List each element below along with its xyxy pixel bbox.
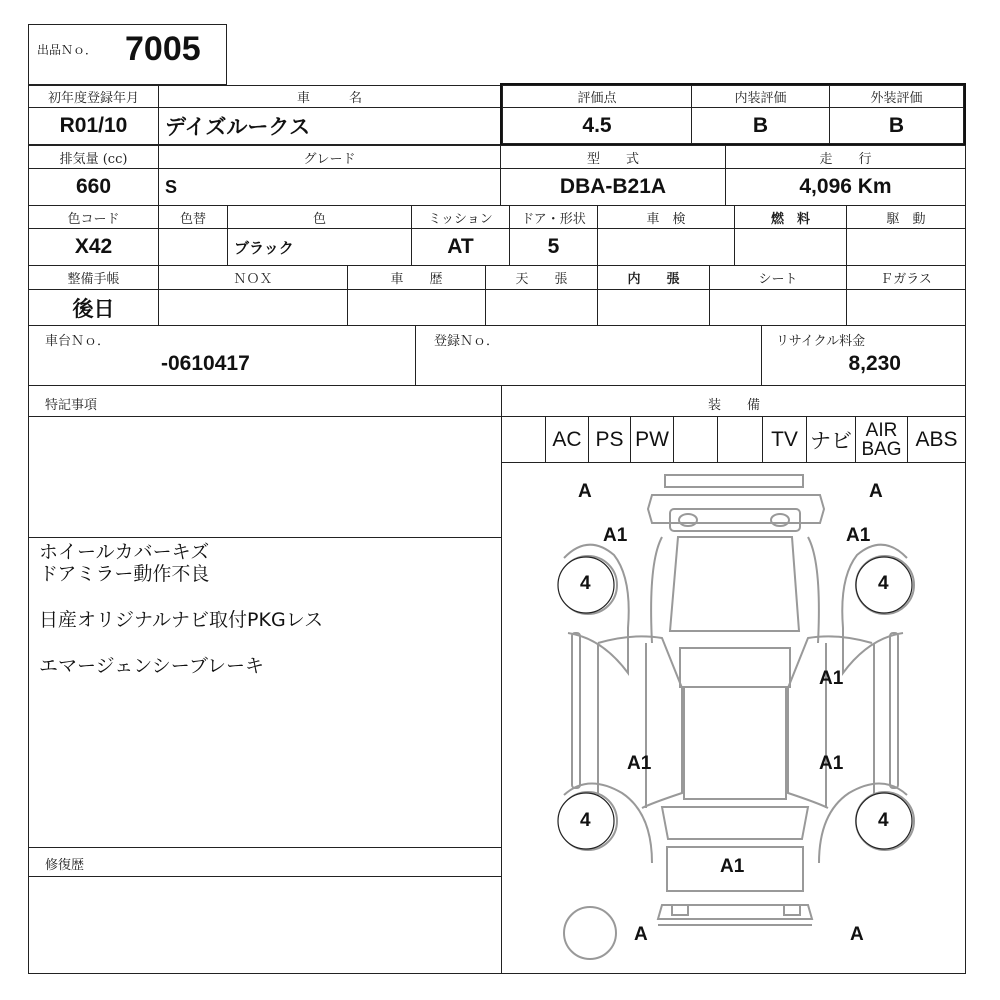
exterior-value: B bbox=[829, 107, 964, 144]
car-name-label: 車 名 bbox=[158, 85, 501, 108]
color-code-label: 色コード bbox=[28, 205, 159, 229]
equip-abs: ABS bbox=[907, 416, 966, 463]
repair-label: 修復歴 bbox=[45, 858, 85, 873]
remarks-body bbox=[28, 537, 502, 848]
mileage-label: 走 行 bbox=[725, 145, 966, 169]
nox-label: ＮＯＸ bbox=[158, 265, 348, 290]
equip-blank bbox=[673, 416, 718, 463]
mission-value: AT bbox=[411, 228, 510, 266]
glass-label: Ｆガラス bbox=[846, 265, 966, 290]
front-left-fender-mark: A1 bbox=[603, 525, 628, 546]
rear-left-tire-mark: 4 bbox=[580, 810, 591, 831]
color-code-value: X42 bbox=[28, 228, 159, 266]
remarks-label: 特記事項 bbox=[45, 398, 98, 413]
drive-label: 駆 動 bbox=[846, 205, 966, 229]
exterior-label: 外装評価 bbox=[829, 85, 964, 108]
manual-value: 後日 bbox=[28, 289, 159, 326]
fuel-value bbox=[734, 228, 847, 266]
displacement-label: 排気量 (cc) bbox=[28, 145, 159, 169]
front-right-corner-mark: A bbox=[869, 481, 883, 502]
roof-label: 天 張 bbox=[485, 265, 598, 290]
glass-value bbox=[846, 289, 966, 326]
right-front-door-mark: A1 bbox=[819, 668, 844, 689]
score-label: 評価点 bbox=[502, 85, 692, 108]
car-diagram bbox=[501, 462, 966, 974]
reg-date-label: 初年度登録年月 bbox=[28, 85, 159, 108]
inspection-label: 車 検 bbox=[597, 205, 735, 229]
chassis-value: -0610417 bbox=[161, 352, 250, 375]
recycle-cell bbox=[761, 325, 966, 386]
interior-value: B bbox=[691, 107, 830, 144]
equipment-label: 装 備 bbox=[708, 398, 761, 413]
remarks-header bbox=[28, 385, 502, 417]
rear-hatch-mark: A1 bbox=[720, 856, 745, 877]
front-right-tire-mark: 4 bbox=[878, 573, 889, 594]
interior-trim-value bbox=[597, 289, 710, 326]
equip-blank bbox=[501, 416, 546, 463]
inspection-value bbox=[597, 228, 735, 266]
chassis-cell bbox=[28, 325, 416, 386]
equip-ps: PS bbox=[588, 416, 631, 463]
right-rear-door-mark: A1 bbox=[819, 753, 844, 774]
equip-tv: TV bbox=[762, 416, 807, 463]
remarks-top-area bbox=[28, 416, 502, 538]
model-label: 型 式 bbox=[500, 145, 726, 169]
displacement-value: 660 bbox=[28, 168, 159, 206]
seat-label: シート bbox=[709, 265, 847, 290]
seat-value bbox=[709, 289, 847, 326]
rear-right-corner-mark: A bbox=[850, 924, 864, 945]
fuel-label: 燃 料 bbox=[734, 205, 847, 229]
repair-header bbox=[28, 847, 502, 877]
grade-label: グレード bbox=[158, 145, 501, 169]
mileage-value: 4,096 Km bbox=[725, 168, 966, 206]
car-name-value: デイズルークス bbox=[158, 107, 501, 145]
rear-right-tire-mark: 4 bbox=[878, 810, 889, 831]
reg-date-value: R01/10 bbox=[28, 107, 159, 145]
front-right-fender-mark: A1 bbox=[846, 525, 871, 546]
recycle-label: リサイクル料金 bbox=[776, 334, 866, 349]
lot-number: 7005 bbox=[125, 30, 201, 68]
score-value: 4.5 bbox=[502, 107, 692, 144]
left-rear-door-mark: A1 bbox=[627, 753, 652, 774]
equip-blank bbox=[717, 416, 763, 463]
chassis-label: 車台Ｎｏ． bbox=[45, 334, 111, 349]
color-value: ブラック bbox=[227, 228, 412, 266]
repair-body bbox=[28, 876, 502, 974]
equip-navi: ナビ bbox=[806, 416, 856, 463]
door-value: 5 bbox=[509, 228, 598, 266]
remark-line: ホイールカバーキズ bbox=[39, 541, 210, 563]
grade-value: S bbox=[158, 168, 501, 206]
interior-label: 内装評価 bbox=[691, 85, 830, 108]
rear-left-corner-mark: A bbox=[634, 924, 648, 945]
model-value: DBA-B21A bbox=[500, 168, 726, 206]
color-change-label: 色替 bbox=[158, 205, 228, 229]
registration-cell bbox=[415, 325, 762, 386]
front-left-corner-mark: A bbox=[578, 481, 592, 502]
mission-label: ミッション bbox=[411, 205, 510, 229]
remark-line: エマージェンシーブレーキ bbox=[39, 655, 265, 677]
remark-line: 日産オリジナルナビ取付PKGレス bbox=[39, 609, 324, 631]
color-change-value bbox=[158, 228, 228, 266]
recycle-value: 8,230 bbox=[848, 352, 901, 375]
lot-box bbox=[28, 24, 227, 85]
equipment-header bbox=[501, 385, 966, 417]
door-label: ドア・形状 bbox=[509, 205, 598, 229]
nox-value bbox=[158, 289, 348, 326]
front-left-tire-mark: 4 bbox=[580, 573, 591, 594]
equip-airbag: AIR BAG bbox=[855, 416, 908, 463]
equip-ac: AC bbox=[545, 416, 589, 463]
history-label: 車 歴 bbox=[347, 265, 486, 290]
manual-label: 整備手帳 bbox=[28, 265, 159, 290]
roof-value bbox=[485, 289, 598, 326]
equip-pw: PW bbox=[630, 416, 674, 463]
interior-trim-label: 内 張 bbox=[597, 265, 710, 290]
drive-value bbox=[846, 228, 966, 266]
lot-label: 出品Ｎｏ． bbox=[37, 43, 98, 57]
color-label: 色 bbox=[227, 205, 412, 229]
registration-label: 登録Ｎｏ． bbox=[434, 334, 500, 349]
remark-line: ドアミラー動作不良 bbox=[39, 563, 210, 585]
car-outline-svg bbox=[502, 463, 967, 975]
history-value bbox=[347, 289, 486, 326]
